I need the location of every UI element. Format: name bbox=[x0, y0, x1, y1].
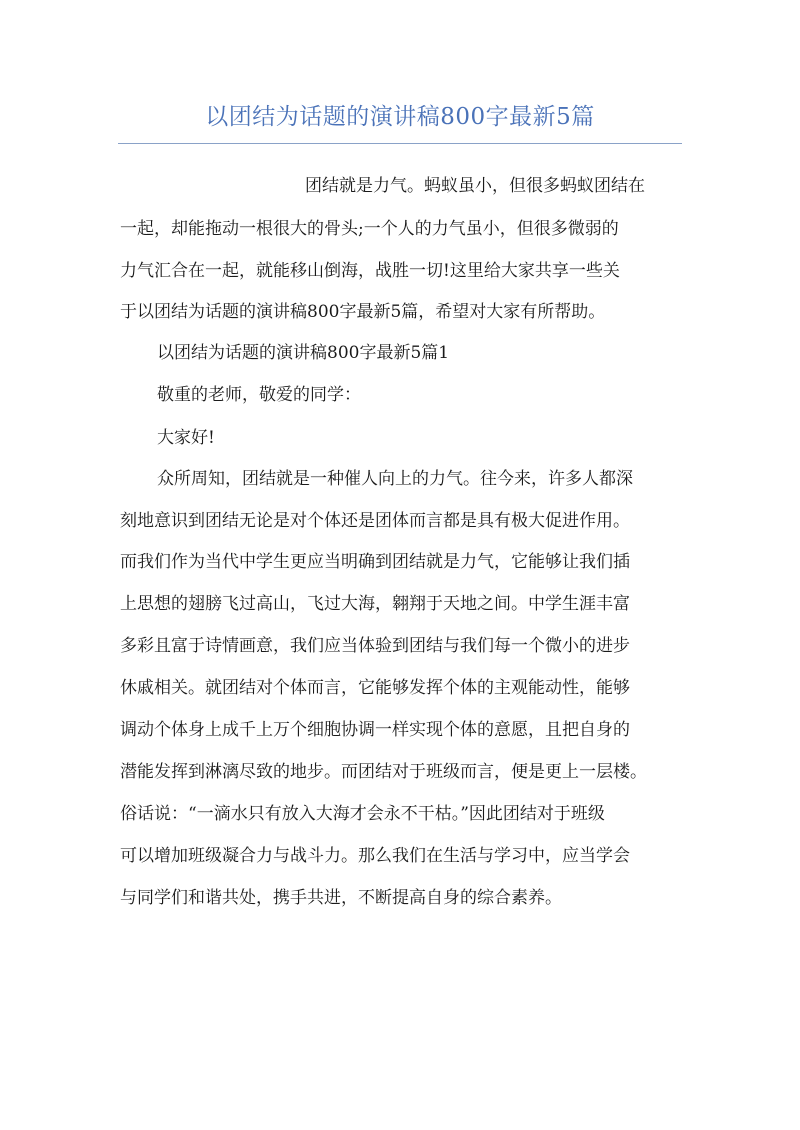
paragraph-line: 力气汇合在一起，就能移山倒海，战胜一切!这里给大家共享一些关 bbox=[120, 261, 620, 281]
salutation: 敬重的老师，敬爱的同学： bbox=[157, 385, 361, 405]
greeting: 大家好! bbox=[157, 428, 215, 448]
paragraph-line: 俗话说：“一滴水只有放入大海才会永不干枯。”因此团结对于班级 bbox=[120, 804, 605, 824]
paragraph-line: 与同学们和谐共处，携手共进，不断提高自身的综合素养。 bbox=[120, 888, 562, 908]
paragraph-line: 于以团结为话题的演讲稿800字最新5篇，希望对大家有所帮助。 bbox=[120, 302, 606, 322]
paragraph-line: 多彩且富于诗情画意，我们应当体验到团结与我们每一个微小的进步 bbox=[120, 636, 630, 656]
paragraph-line: 团结就是力气。蚂蚁虽小，但很多蚂蚁团结在 bbox=[305, 176, 645, 196]
section-heading: 以团结为话题的演讲稿800字最新5篇1 bbox=[157, 343, 450, 363]
paragraph-line: 潜能发挥到淋漓尽致的地步。而团结对于班级而言，便是更上一层楼。 bbox=[120, 762, 647, 782]
paragraph-line: 调动个体身上成千上万个细胞协调一样实现个体的意愿，且把自身的 bbox=[120, 720, 630, 740]
paragraph-line: 上思想的翅膀飞过高山，飞过大海，翱翔于天地之间。中学生涯丰富 bbox=[120, 594, 630, 614]
title-underline bbox=[118, 143, 682, 144]
paragraph-line: 刻地意识到团结无论是对个体还是团体而言都是具有极大促进作用。 bbox=[120, 511, 630, 531]
paragraph-line: 可以增加班级凝合力与战斗力。那么我们在生活与学习中，应当学会 bbox=[120, 846, 630, 866]
document-title: 以团结为话题的演讲稿800字最新5篇 bbox=[205, 104, 595, 130]
paragraph-line: 而我们作为当代中学生更应当明确到团结就是力气，它能够让我们插 bbox=[120, 552, 630, 572]
paragraph-line: 众所周知，团结就是一种催人向上的力气。往今来，许多人都深 bbox=[157, 469, 633, 489]
paragraph-line: 一起，却能拖动一根很大的骨头;一个人的力气虽小，但很多微弱的 bbox=[120, 219, 619, 239]
paragraph-line: 休戚相关。就团结对个体而言，它能够发挥个体的主观能动性，能够 bbox=[120, 678, 630, 698]
